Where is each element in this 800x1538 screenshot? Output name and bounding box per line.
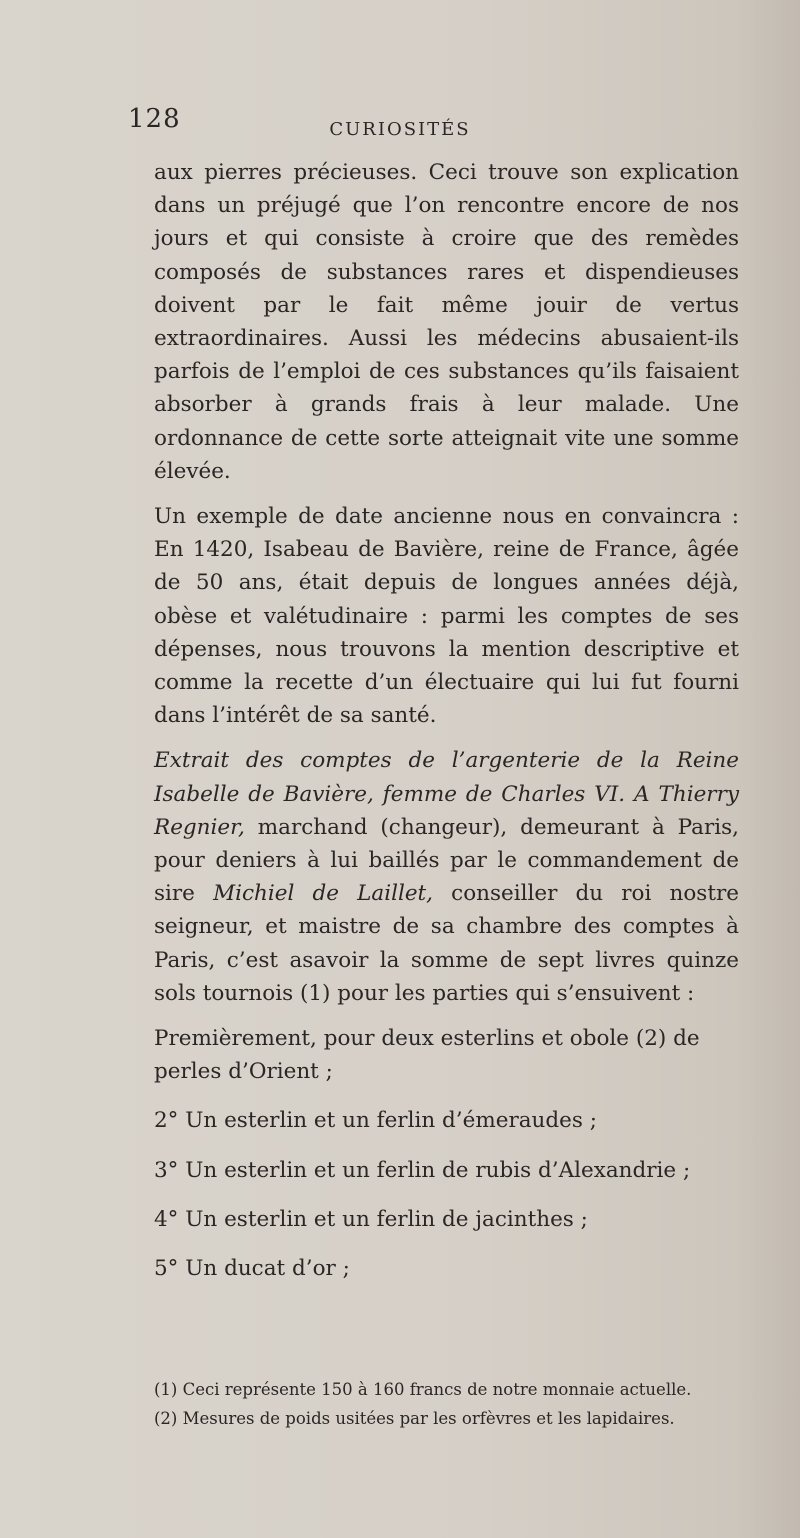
extract-person: Michiel de Laillet, <box>213 881 434 907</box>
footnotes <box>154 1375 739 1433</box>
paragraph-2: Un exemple de date ancienne nous en convaincra : En 1420, Isabeau de Bavière, reine de France, âgée de 50 ans, était depuis de longues années déjà, obèse et valétudinaire : parmi les comptes de ses dépenses, nous trouvons la mention descriptive et comme la recette d’un électuaire qui lui fut fourni dans l’intérêt de sa santé. <box>154 504 739 729</box>
list-item: 5° Un ducat d’or ; <box>154 1256 350 1282</box>
extract-title: Extrait des comptes de l’argenterie de la Reine Isabelle de Bavière, femme de Charles VI. A Thierry Regnier, <box>154 748 739 840</box>
running-head: CURIOSITÉS <box>329 119 471 140</box>
list-item: 4° Un esterlin et un ferlin de jacinthes ; <box>154 1206 588 1232</box>
list-item: Premièrement, pour deux esterlins et obole (2) de perles d’Orient ; <box>154 1026 700 1085</box>
paragraph-1: aux pierres précieuses. Ceci trouve son explication dans un préjugé que l’on rencontre encore de nos jours et qui consiste à croire que des remèdes composés de substances rares et dispendieuses doivent par le fait même jouir de vertus extraordinaires. Aussi les médecins abusaient-ils parfois de l’emploi de ces substances qu’ils faisaient absorber à grands frais à leur malade. Une ordonnance de cette sorte atteignait vite une somme élevée. <box>154 160 739 484</box>
extract-text-1: marchand (changeur), demeurant à Paris, pour deniers à lui baillés par le commandement de sire <box>154 814 739 907</box>
extract-paragraph <box>154 744 739 1010</box>
extract-text-2: conseiller du roi nostre seigneur, et maistre de sa chambre des comptes à Paris, c’est asavoir la somme de sept livres quinze sols tournois (1) pour les parties qui s’ensuivent : <box>154 881 739 1006</box>
list-item: 2° Un esterlin et un ferlin d’émeraudes ; <box>154 1108 597 1134</box>
body-text <box>154 156 739 1301</box>
footnote-2: (2) Mesures de poids usitées par les orfèvres et les lapidaires. <box>154 1409 675 1428</box>
page-number: 128 <box>128 104 181 134</box>
footnote-1: (1) Ceci représente 150 à 160 francs de notre monnaie actuelle. <box>154 1380 692 1399</box>
list-item: 3° Un esterlin et un ferlin de rubis d’Alexandrie ; <box>154 1157 691 1183</box>
